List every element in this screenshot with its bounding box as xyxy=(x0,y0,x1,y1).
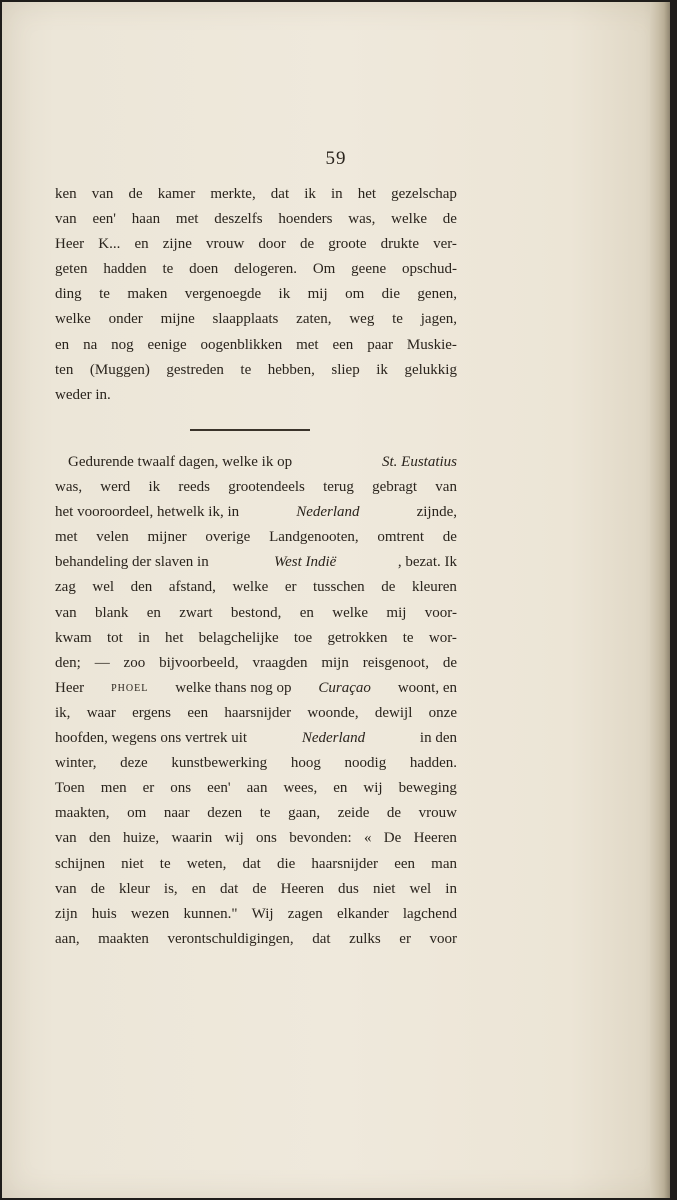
text-line: Heer PHOEL welke thans nog op Curaçao woont, en xyxy=(55,679,457,696)
text-line: weder in. xyxy=(55,386,111,403)
text-line: Gedurende twaalf dagen, welke ik op St. Eustatius xyxy=(68,454,457,470)
paragraph-2 xyxy=(55,450,457,952)
text-line: van een' haan met deszelfs hoenders was, welke de xyxy=(55,211,457,228)
text-line: van blank en zwart bestond, en welke mij voor- xyxy=(55,604,457,621)
text-line: het vooroordeel, hetwelk ik, in Nederland zijnde, xyxy=(55,504,457,521)
text-line: ding te maken vergenoegde ik mij om die genen, xyxy=(55,286,457,303)
text-line: welke onder mijne slaapplaats zaten, weg te jagen, xyxy=(55,311,457,328)
section-divider xyxy=(190,429,310,431)
text-line: van den huize, waarin wij ons bevonden: « De Heeren xyxy=(55,830,457,847)
text-line: hoofden, wegens ons vertrek uit Nederland in den xyxy=(55,730,457,747)
text-line: schijnen niet te weten, dat die haarsnijder een man xyxy=(55,855,457,872)
page-number: 59 xyxy=(325,148,347,169)
book-page xyxy=(2,2,670,1198)
text-line: behandeling der slaven in West Indië , bezat. Ik xyxy=(55,554,457,571)
text-line: den; — zoo bijvoorbeeld, vraagden mijn reisgenoot, de xyxy=(55,654,457,671)
text-line: Heer K... en zijne vrouw door de groote drukte ver- xyxy=(55,236,457,253)
text-line: aan, maakten verontschuldigingen, dat zulks er voor xyxy=(55,930,457,947)
text-line: ik, waar ergens een haarsnijder woonde, dewijl onze xyxy=(55,704,457,721)
text-line: kwam tot in het belagchelijke toe getrokken te wor- xyxy=(55,629,457,646)
text-line: van de kleur is, en dat de Heeren dus niet wel in xyxy=(55,880,457,897)
text-line: zijn huis wezen kunnen." Wij zagen elkander lagchend xyxy=(55,905,457,922)
text-line: winter, deze kunstbewerking hoog noodig hadden. xyxy=(55,755,457,772)
text-line: met velen mijner overige Landgenooten, omtrent de xyxy=(55,529,457,546)
text-line: en na nog eenige oogenblikken met een paar Muskie- xyxy=(55,336,457,353)
text-line: maakten, om naar dezen te gaan, zeide de vrouw xyxy=(55,805,457,822)
page-edge xyxy=(650,2,670,1198)
text-line: ten (Muggen) gestreden te hebben, sliep ik gelukkig xyxy=(55,361,457,378)
text-line: zag wel den afstand, welke er tusschen de kleuren xyxy=(55,579,457,596)
paragraph-1 xyxy=(55,182,457,408)
text-line: ken van de kamer merkte, dat ik in het gezelschap xyxy=(55,186,457,202)
text-line: geten hadden te doen delogeren. Om geene opschud- xyxy=(55,261,457,278)
text-line: Toen men er ons een' aan wees, en wij beweging xyxy=(55,780,457,797)
text-line: was, werd ik reeds grootendeels terug gebragt van xyxy=(55,479,457,496)
